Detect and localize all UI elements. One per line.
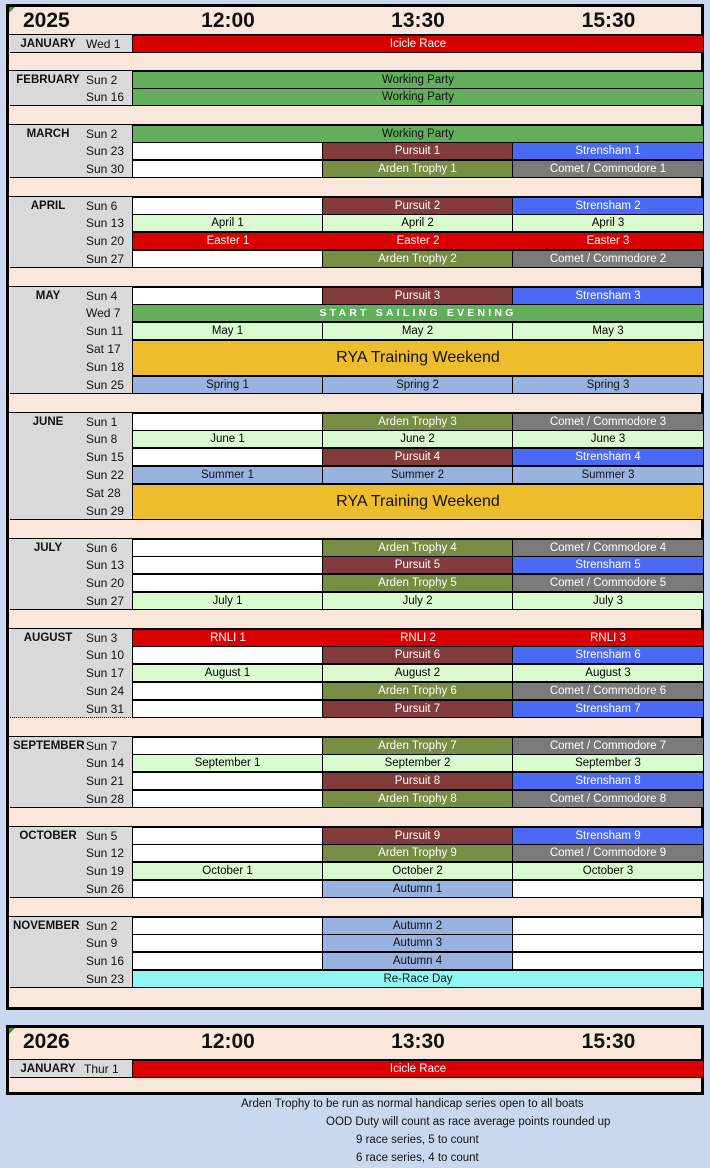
month-label-cell (10, 539, 133, 557)
event-arden-trophy: Arden Trophy 3 (323, 413, 513, 431)
month-label-cell (10, 827, 133, 845)
day-label: Sun 27 (86, 594, 125, 608)
event-arden-trophy: Arden Trophy 4 (323, 539, 513, 557)
event-monthly: August 3 (513, 664, 704, 682)
month-label-cell (10, 304, 133, 322)
event-strensham: Strensham 4 (513, 448, 704, 466)
event-monthly: October 2 (323, 862, 513, 880)
slot-1200 (133, 737, 323, 755)
month-label-cell (10, 880, 133, 898)
day-label: Sun 25 (86, 378, 125, 392)
day-label: Sun 12 (86, 846, 125, 860)
event-pursuit: Pursuit 5 (323, 556, 513, 574)
event-comet-commodore: Comet / Commodore 3 (513, 413, 704, 431)
month-label-cell (10, 142, 133, 160)
event-monthly: June 3 (513, 430, 704, 448)
table-row (9, 340, 701, 376)
day-label: Sun 6 (86, 199, 118, 213)
event-rnli: RNLI 2 (323, 629, 513, 647)
table-row (9, 916, 701, 935)
year-heading: 2026 (23, 1030, 70, 1053)
event-monthly: April 3 (513, 214, 704, 232)
month-name: MAY (35, 290, 61, 302)
event-start-sailing-evening: START SAILING EVENING (133, 304, 704, 322)
month-label-cell (10, 917, 133, 935)
event-comet-commodore: Comet / Commodore 5 (513, 574, 704, 592)
month-label-cell (10, 772, 133, 790)
month-name: JANUARY (20, 38, 76, 50)
slot-1200 (133, 197, 323, 215)
event-pursuit: Pursuit 9 (323, 827, 513, 845)
event-monthly: September 2 (323, 754, 513, 772)
day-label: Wed 1 (86, 37, 121, 51)
slot-1200 (133, 160, 323, 178)
event-strensham: Strensham 1 (513, 142, 704, 160)
day-label: Sun 9 (86, 936, 118, 950)
day-label: Sun 5 (86, 829, 118, 843)
month-label-cell (10, 287, 133, 305)
slot-1200 (133, 772, 323, 790)
day-label: Sun 24 (86, 684, 125, 698)
month-label-cell (10, 125, 133, 143)
event-comet-commodore: Comet / Commodore 2 (513, 250, 704, 268)
event-monthly: July 3 (513, 592, 704, 610)
month-label-cell (10, 790, 133, 808)
event-strensham: Strensham 5 (513, 556, 704, 574)
time-heading-1530: 15:30 (581, 9, 636, 32)
time-heading-1330: 13:30 (391, 9, 445, 32)
day-label: Sun 28 (86, 792, 125, 806)
slot-1200 (133, 413, 323, 431)
event-arden-trophy: Arden Trophy 6 (323, 682, 513, 700)
event-monthly: June 2 (323, 430, 513, 448)
event-working-party: Working Party (133, 71, 704, 89)
time-heading-1200: 12:00 (201, 1030, 255, 1053)
event-pursuit: Pursuit 4 (323, 448, 513, 466)
table-row (9, 376, 701, 394)
event-easter: Easter 2 (323, 232, 513, 250)
table-row (9, 430, 701, 448)
slot-1200 (133, 448, 323, 466)
month-label-cell (10, 682, 133, 700)
slot-1200 (133, 844, 323, 862)
month-label-cell (10, 197, 133, 215)
event-seasonal: Summer 3 (513, 466, 704, 484)
event-pursuit: Pursuit 3 (323, 287, 513, 305)
event-strensham: Strensham 2 (513, 197, 704, 215)
event-monthly: June 1 (133, 430, 323, 448)
event-seasonal: Autumn 1 (323, 880, 513, 898)
note-arden-trophy: Arden Trophy to be run as normal handicap series open to all boats (241, 1098, 584, 1110)
table-row (9, 934, 701, 952)
event-rnli: RNLI 3 (513, 629, 704, 647)
day-label: Sun 7 (86, 739, 118, 753)
slot-1200 (133, 952, 323, 970)
table-row (9, 826, 701, 845)
month-name: JANUARY (20, 1063, 76, 1075)
time-heading-1330: 13:30 (391, 1030, 445, 1053)
month-label-cell (10, 629, 133, 647)
slot-1530 (513, 952, 704, 970)
day-label: Thur 1 (84, 1062, 119, 1076)
table-row (9, 736, 701, 755)
day-label: Sun 31 (86, 702, 125, 716)
month-label-cell (10, 754, 133, 772)
event-monthly: May 2 (323, 322, 513, 340)
event-comet-commodore: Comet / Commodore 8 (513, 790, 704, 808)
table-row (9, 484, 701, 520)
event-monthly: April 1 (133, 214, 323, 232)
event-monthly: September 1 (133, 754, 323, 772)
event-strensham: Strensham 3 (513, 287, 704, 305)
month-label-cell (10, 646, 133, 664)
table-row (9, 970, 701, 988)
event-seasonal: Summer 1 (133, 466, 323, 484)
day-label: Sun 16 (86, 954, 125, 968)
month-block-january (9, 34, 701, 53)
day-label: Sun 4 (86, 289, 118, 303)
month-label-cell (10, 448, 133, 466)
table-row (9, 250, 701, 268)
table-row (9, 160, 701, 178)
day-label: Sun 13 (86, 216, 125, 230)
calendar-2026 (6, 1025, 704, 1095)
event-monthly: May 3 (513, 322, 704, 340)
event-monthly: October 3 (513, 862, 704, 880)
event-monthly: April 2 (323, 214, 513, 232)
day-label: Sun 2 (86, 127, 118, 141)
day-label: Sun 23 (86, 144, 125, 158)
month-name: JUNE (32, 416, 64, 428)
table-row (9, 754, 701, 772)
event-seasonal: Autumn 4 (323, 952, 513, 970)
table-row (9, 772, 701, 790)
month-label-cell (10, 952, 133, 970)
month-label-cell (10, 160, 133, 178)
event-seasonal: Summer 2 (323, 466, 513, 484)
day-label: Sun 11 (86, 324, 124, 338)
table-row (9, 70, 701, 89)
day-label: Sun 1 (86, 415, 118, 429)
event-rya-training-weekend: RYA Training Weekend (133, 340, 704, 376)
slot-1200 (133, 539, 323, 557)
table-row (9, 448, 701, 466)
event-comet-commodore: Comet / Commodore 6 (513, 682, 704, 700)
month-name: APRIL (30, 200, 66, 212)
slot-1200 (133, 646, 323, 664)
table-row (9, 466, 701, 484)
slot-1200 (133, 556, 323, 574)
day-label: Wed 7 (86, 306, 121, 320)
table-row (9, 88, 701, 106)
event-pursuit: Pursuit 8 (323, 772, 513, 790)
slot-1200 (133, 934, 323, 952)
day-label: Sun 2 (86, 73, 118, 87)
event-strensham: Strensham 9 (513, 827, 704, 845)
event-comet-commodore: Comet / Commodore 1 (513, 160, 704, 178)
event-arden-trophy: Arden Trophy 8 (323, 790, 513, 808)
day-label: Sun 10 (86, 648, 125, 662)
month-name: NOVEMBER (13, 920, 80, 932)
event-seasonal: Autumn 3 (323, 934, 513, 952)
event-comet-commodore: Comet / Commodore 9 (513, 844, 704, 862)
cell-comment-marker (9, 7, 15, 13)
month-label-cell (10, 1060, 133, 1078)
month-label-cell (10, 340, 133, 376)
event-easter: Easter 3 (513, 232, 704, 250)
table-row (9, 304, 701, 322)
month-name: JULY (33, 542, 63, 554)
table-row (9, 790, 701, 808)
month-label-cell (10, 970, 133, 988)
year-heading: 2025 (23, 9, 70, 32)
event-pursuit: Pursuit 1 (323, 142, 513, 160)
month-label-cell (10, 556, 133, 574)
event-pursuit: Pursuit 2 (323, 197, 513, 215)
event-seasonal: Autumn 2 (323, 917, 513, 935)
month-label-cell (10, 35, 133, 53)
event-comet-commodore: Comet / Commodore 7 (513, 737, 704, 755)
day-label: Sun 16 (86, 90, 125, 104)
note-ood-duty: OOD Duty will count as race average points rounded up (326, 1116, 611, 1128)
event-working-party: Working Party (133, 125, 704, 143)
event-monthly: September 3 (513, 754, 704, 772)
event-monthly: May 1 (133, 322, 323, 340)
table-row (9, 646, 701, 664)
table-row (9, 682, 701, 700)
day-label: Sun 14 (86, 756, 125, 770)
month-label-cell (10, 430, 133, 448)
event-easter: Easter 1 (133, 232, 323, 250)
slot-1200 (133, 142, 323, 160)
event-monthly: August 1 (133, 664, 323, 682)
month-label-cell (10, 88, 133, 106)
table-row (9, 556, 701, 574)
day-label: Sun 23 (86, 972, 125, 986)
month-label-cell (10, 71, 133, 89)
time-heading-1200: 12:00 (201, 9, 255, 32)
day-label: Sun 27 (86, 252, 125, 266)
day-label: Sun 26 (86, 882, 125, 896)
table-row (9, 538, 701, 557)
table-row (9, 664, 701, 682)
month-label-cell (10, 250, 133, 268)
table-row (9, 700, 701, 718)
slot-1200 (133, 827, 323, 845)
day-label: Sun 29 (86, 504, 125, 518)
month-name: AUGUST (23, 632, 73, 644)
day-label: Sat 28 (86, 486, 121, 500)
table-row (9, 628, 701, 647)
event-monthly: July 1 (133, 592, 323, 610)
event-rya-training-weekend: RYA Training Weekend (133, 484, 704, 520)
event-seasonal: Spring 2 (323, 376, 513, 394)
day-label: Sun 22 (86, 468, 125, 482)
event-arden-trophy: Arden Trophy 7 (323, 737, 513, 755)
table-row (9, 214, 701, 232)
day-label: Sun 20 (86, 234, 125, 248)
table-row (9, 142, 701, 160)
day-label: Sat 17 (86, 342, 121, 356)
month-label-cell (10, 232, 133, 250)
month-label-cell (10, 484, 133, 520)
month-label-cell (10, 466, 133, 484)
slot-1200 (133, 700, 323, 718)
slot-1200 (133, 917, 323, 935)
slot-1530 (513, 880, 704, 898)
table-row (9, 862, 701, 880)
month-label-cell (10, 862, 133, 880)
event-strensham: Strensham 7 (513, 700, 704, 718)
month-label-cell (10, 413, 133, 431)
event-monthly: July 2 (323, 592, 513, 610)
day-label: Sun 20 (86, 576, 125, 590)
slot-1200 (133, 574, 323, 592)
table-row (9, 286, 701, 305)
day-label: Sun 17 (86, 666, 125, 680)
slot-1200 (133, 250, 323, 268)
day-label: Sun 19 (86, 864, 125, 878)
month-label-cell (10, 214, 133, 232)
day-label: Sun 21 (86, 774, 125, 788)
table-row (9, 232, 701, 250)
event-icicle-race: Icicle Race (133, 35, 704, 53)
slot-1200 (133, 287, 323, 305)
event-strensham: Strensham 6 (513, 646, 704, 664)
day-label: Sun 6 (86, 541, 118, 555)
month-label-cell (10, 322, 133, 340)
day-label: Sun 13 (86, 558, 125, 572)
event-seasonal: Spring 3 (513, 376, 704, 394)
slot-1530 (513, 917, 704, 935)
month-label-cell (10, 934, 133, 952)
month-name: FEBRUARY (16, 74, 80, 86)
event-arden-trophy: Arden Trophy 1 (323, 160, 513, 178)
event-working-party: Working Party (133, 88, 704, 106)
month-name: SEPTEMBER (13, 740, 85, 752)
slot-1200 (133, 790, 323, 808)
day-label: Sun 8 (86, 432, 118, 446)
table-row (9, 844, 701, 862)
event-icicle-race: Icicle Race (133, 1060, 704, 1078)
slot-1200 (133, 880, 323, 898)
table-row (9, 592, 701, 610)
event-comet-commodore: Comet / Commodore 4 (513, 539, 704, 557)
event-arden-trophy: Arden Trophy 2 (323, 250, 513, 268)
event-arden-trophy: Arden Trophy 5 (323, 574, 513, 592)
table-row (9, 880, 701, 898)
note-9-race-series: 9 race series, 5 to count (356, 1134, 479, 1146)
month-label-cell (10, 844, 133, 862)
day-label: Sun 18 (86, 360, 125, 374)
day-label: Sun 30 (86, 162, 125, 176)
table-row (9, 952, 701, 970)
month-label-cell (10, 574, 133, 592)
event-re-race-day: Re-Race Day (133, 970, 704, 988)
table-row (9, 124, 701, 143)
day-label: Sun 15 (86, 450, 125, 464)
table-row (9, 322, 701, 340)
month-label-cell (10, 700, 133, 718)
event-rnli: RNLI 1 (133, 629, 323, 647)
event-seasonal: Spring 1 (133, 376, 323, 394)
day-label: Sun 3 (86, 631, 118, 645)
slot-1530 (513, 934, 704, 952)
day-label: Sun 2 (86, 919, 118, 933)
event-pursuit: Pursuit 6 (323, 646, 513, 664)
event-monthly: August 2 (323, 664, 513, 682)
month-name: OCTOBER (19, 830, 77, 842)
month-label-cell (10, 592, 133, 610)
time-heading-1530: 15:30 (581, 1030, 636, 1053)
table-row (9, 412, 701, 431)
slot-1200 (133, 682, 323, 700)
table-row (9, 574, 701, 592)
event-arden-trophy: Arden Trophy 9 (323, 844, 513, 862)
month-block-january-2026 (9, 1059, 701, 1078)
event-monthly: October 1 (133, 862, 323, 880)
month-label-cell (10, 664, 133, 682)
cell-comment-marker (9, 1028, 15, 1034)
month-label-cell (10, 376, 133, 394)
calendar-2025 (6, 4, 704, 1010)
month-name: MARCH (26, 128, 70, 140)
month-label-cell (10, 737, 133, 755)
event-strensham: Strensham 8 (513, 772, 704, 790)
table-row (9, 196, 701, 215)
event-pursuit: Pursuit 7 (323, 700, 513, 718)
note-6-race-series: 6 race series, 4 to count (356, 1152, 479, 1164)
